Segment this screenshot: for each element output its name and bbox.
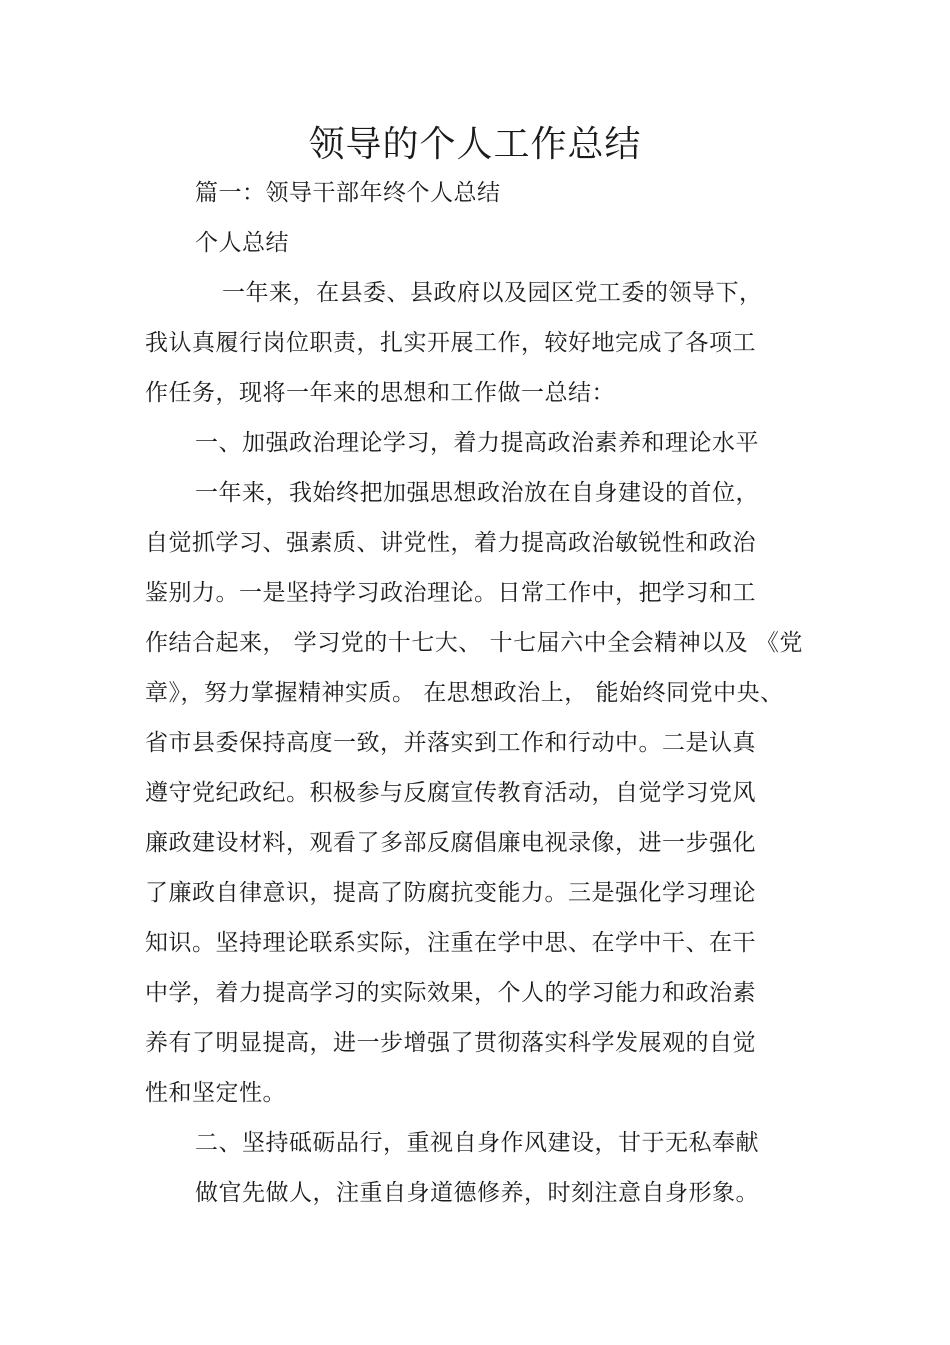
paragraph-line: 省市县委保持高度一致，并落实到工作和行动中。二是认真 [145, 730, 756, 756]
paragraph-line: 鉴别力。一是坚持学习政治理论。日常工作中，把学习和工 [145, 580, 756, 606]
paragraph-line: 自觉抓学习、强素质、讲党性，着力提高政治敏锐性和政治 [145, 530, 756, 556]
paragraph-line: 一年来，在县委、县政府以及园区党工委的领导下， [222, 280, 763, 306]
paragraph-line: 养有了明显提高，进一步增强了贯彻落实科学发展观的自觉 [145, 1030, 756, 1056]
section-heading: 二、坚持砥砺品行，重视自身作风建设，甘于无私奉献 [195, 1130, 759, 1156]
section-heading: 个人总结 [195, 230, 289, 256]
paragraph-line: 知识。坚持理论联系实际，注重在学中思、在学中干、在干 [145, 930, 756, 956]
paragraph-line: 廉政建设材料，观看了多部反腐倡廉电视录像，进一步强化 [145, 830, 756, 856]
paragraph-line: 性和坚定性。 [145, 1080, 286, 1106]
document-title: 领导的个人工作总结 [308, 124, 642, 165]
paragraph-line: 章》，努力掌握精神实质。 在思想政治上， 能始终同党中央、 [145, 680, 784, 706]
paragraph-line: 作结合起来， 学习党的十七大、 十七届六中全会精神以及 《党 [145, 630, 803, 656]
paragraph-line: 我认真履行岗位职责，扎实开展工作，较好地完成了各项工 [145, 330, 756, 356]
paragraph-line: 了廉政自律意识，提高了防腐抗变能力。三是强化学习理论 [145, 880, 756, 906]
paragraph-line: 遵守党纪政纪。积极参与反腐宣传教育活动，自觉学习党风 [145, 780, 756, 806]
paragraph-line: 一年来，我始终把加强思想政治放在自身建设的首位， [195, 480, 759, 506]
paragraph-line: 做官先做人，注重自身道德修养，时刻注意自身形象。 [195, 1180, 759, 1206]
paragraph-line: 作任务，现将一年来的思想和工作做一总结： [145, 380, 615, 406]
subtitle-line: 篇一：领导干部年终个人总结 [195, 180, 501, 206]
section-heading: 一、加强政治理论学习，着力提高政治素养和理论水平 [195, 430, 759, 456]
paragraph-line: 中学，着力提高学习的实际效果，个人的学习能力和政治素 [145, 980, 756, 1006]
